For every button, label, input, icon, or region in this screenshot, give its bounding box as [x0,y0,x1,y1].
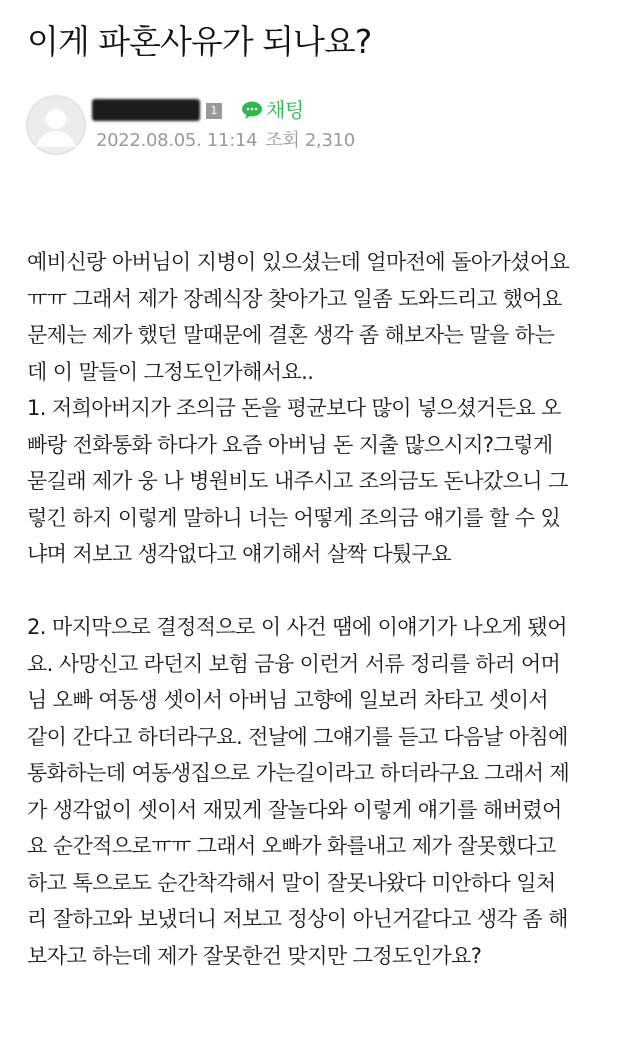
author-nickname-redacted [92,99,200,121]
post-meta [96,129,363,153]
body-line: 빠랑 전화통화 하다가 요즘 아버님 돈 지출 많으시지?그렇게 [27,432,553,457]
body-line: 1. 저희아버지가 조의금 돈을 평균보다 많이 넣으셨거든요 오 [27,396,561,420]
page-title: 이게 파혼사유가 되나요? [27,22,372,61]
body-line: 같이 간다고 하더라구요. 전날에 그얘기를 듣고 다음날 아침에 [27,724,568,749]
chat-button[interactable] [240,97,304,123]
body-line: 요. 사망신고 라던지 보험 금융 이런거 서류 정리를 하러 어머 [27,651,561,676]
body-line: 보자고 하는데 제가 잘못한건 맞지만 그정도인가요? [27,943,482,968]
body-line: 2. 마지막으로 결정적으로 이 사건 땜에 이얘기가 나오게 됐어 [27,615,567,639]
body-line: 가 생각없이 셋이서 재밌게 잘놀다와 이렇게 얘기를 해버렸어 [27,797,562,822]
body-line: 하고 톡으로도 순간착각해서 말이 잘못나왔다 미안하다 일처 [27,870,556,895]
body-line: 렇긴 하지 이렇게 말하니 너는 어떻게 조의금 얘기를 할 수 있 [27,505,561,530]
body-line: ㅠㅠ 그래서 제가 장례식장 찾아가고 일좀 도와드리고 했어요 [27,286,562,311]
body-line: 문제는 제가 했던 말때문에 결혼 생각 좀 해보자는 말을 하는 [27,323,555,347]
avatar-default-icon [26,95,86,155]
body-line: 묻길래 제가 웅 나 병원비도 내주시고 조의금도 돈나갔으니 그 [27,469,568,493]
chat-label: 채팅 [266,98,304,122]
body-line: 통화하는데 여동생집으로 가는길이라고 하더라구요 그래서 제 [27,761,570,785]
post-body [27,244,617,974]
level-badge: 1 [206,103,222,119]
body-line: 예비신랑 아버님이 지병이 있으셨는데 얼마전에 돌아가셨어요 [27,250,570,274]
body-line: 요 순간적으로ㅠㅠ 그래서 오빠가 화를내고 제가 잘못했다고 [27,834,556,858]
body-line: 데 이 말들이 그정도인가해서요.. [27,359,314,384]
body-line: 님 오빠 여동생 셋이서 아버님 고향에 일보러 차타고 셋이서 [27,688,549,712]
body-line: 리 잘하고와 보냈더니 저보고 정상이 아닌거같다고 생각 좀 해 [27,907,568,931]
post-date: 2022.08.05. 11:14 [96,130,258,151]
avatar[interactable] [26,95,86,155]
paragraph-gap [27,573,617,610]
body-line: 냐며 저보고 생각없다고 얘기해서 살짝 다퉜구요 [27,542,452,566]
author-info [26,95,606,157]
chat-bubble-icon [240,100,264,120]
view-count: 조회 2,310 [265,130,355,151]
